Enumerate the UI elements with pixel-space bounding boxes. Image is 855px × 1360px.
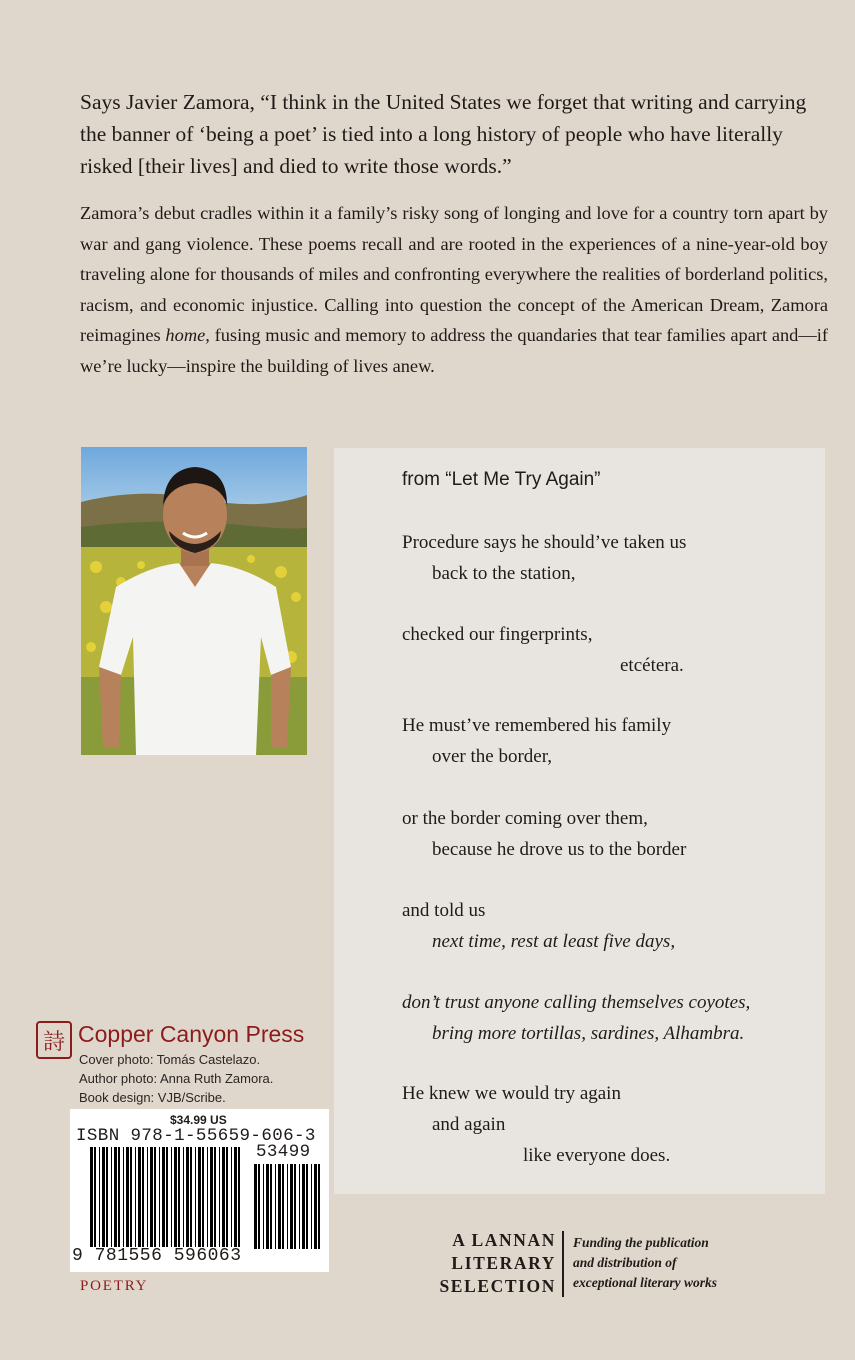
barcode-stripe [263, 1164, 264, 1249]
poem-line: He knew we would try again [402, 1083, 621, 1104]
barcode-stripe [138, 1147, 141, 1247]
barcode-stripe [234, 1147, 237, 1247]
barcode-stripe [195, 1147, 196, 1247]
barcode-stripe [186, 1147, 189, 1247]
category-label: POETRY [80, 1278, 149, 1294]
poem-line-italic: next time, rest at least five days, [432, 931, 676, 952]
barcode-stripe [207, 1147, 208, 1247]
barcode-stripe [171, 1147, 172, 1247]
barcode-supplement: 53499 [256, 1142, 311, 1162]
lannan-tag-line: and distribution of [573, 1255, 677, 1270]
barcode-stripe [106, 1147, 108, 1247]
barcode-stripe [118, 1147, 120, 1247]
barcode-stripe [314, 1164, 317, 1249]
barcode-stripe [114, 1147, 117, 1247]
description-text-2: fusing music and memory to address the quandaries that tear families apart and—if we’re lucky—inspire the building of lives anew. [80, 325, 828, 376]
poem-line: He must’ve remembered his family [402, 715, 672, 736]
barcode-stripe [231, 1147, 232, 1247]
barcode-stripe [294, 1164, 296, 1249]
poem-line: because he drove us to the border [432, 839, 687, 860]
barcode-stripe [219, 1147, 220, 1247]
poem-line: and told us [402, 900, 486, 921]
barcode-stripe [99, 1147, 100, 1247]
lannan-divider [562, 1231, 564, 1297]
barcode-stripe [266, 1164, 269, 1249]
author-quote: Says Javier Zamora, “I think in the United States we forget that writing and carrying the banner of ‘being a poet’ is tied into a long history of people who have literally risked [their lives] and died to write those words.” [80, 90, 807, 178]
barcode-stripe [210, 1147, 213, 1247]
poem-line: like everyone does. [523, 1145, 671, 1166]
barcode-stripe [126, 1147, 129, 1247]
credit-author-photo: Author photo: Anna Ruth Zamora. [79, 1071, 274, 1086]
barcode-stripe [238, 1147, 240, 1247]
barcode-stripe [282, 1164, 284, 1249]
barcode-stripe [174, 1147, 177, 1247]
isbn-text: ISBN 978-1-55659-606-3 [76, 1126, 316, 1146]
barcode-stripe [190, 1147, 192, 1247]
ean-digits: 9 781556 596063 [72, 1246, 242, 1266]
barcode-stripe [202, 1147, 204, 1247]
barcode-stripe [278, 1164, 281, 1249]
barcode-stripe [159, 1147, 160, 1247]
barcode-stripe [183, 1147, 184, 1247]
poem-title: from “Let Me Try Again” [402, 469, 601, 490]
barcode-stripe [290, 1164, 293, 1249]
barcode-stripe [166, 1147, 168, 1247]
credits [79, 1050, 273, 1107]
barcode-stripe [111, 1147, 112, 1247]
barcode-stripe [123, 1147, 124, 1247]
barcode-stripe [287, 1164, 288, 1249]
barcode-stripe [150, 1147, 153, 1247]
lannan-tagline [573, 1233, 717, 1293]
credit-book-design: Book design: VJB/Scribe. [79, 1090, 226, 1105]
lannan-tag-line: Funding the publication [573, 1235, 709, 1250]
barcode-stripe [162, 1147, 165, 1247]
poem-line: back to the station, [432, 563, 576, 584]
barcode-stripe [147, 1147, 148, 1247]
poem-line: and again [432, 1114, 506, 1135]
barcode-stripe [154, 1147, 156, 1247]
barcode-stripe [275, 1164, 276, 1249]
lannan-line: A LANNAN [452, 1230, 556, 1250]
book-description [80, 198, 828, 381]
barcode-stripe [311, 1164, 312, 1249]
barcode-stripe [142, 1147, 144, 1247]
poem-line-italic: don’t trust anyone calling themselves coyotes, [402, 992, 751, 1013]
barcode-stripe [214, 1147, 216, 1247]
barcode-stripe [130, 1147, 132, 1247]
barcode-stripe [299, 1164, 300, 1249]
lannan-tag-line: exceptional literary works [573, 1275, 717, 1290]
barcode-stripe [102, 1147, 105, 1247]
barcode-stripe [135, 1147, 136, 1247]
barcode-stripe [222, 1147, 225, 1247]
price: $34.99 US [170, 1113, 227, 1127]
publisher-name: Copper Canyon Press [78, 1021, 305, 1047]
poem-line: Procedure says he should’ve taken us [402, 532, 687, 553]
barcode-stripe [306, 1164, 308, 1249]
poem-line: over the border, [432, 746, 553, 767]
author-photo [81, 447, 307, 755]
poem-line: etcétera. [620, 655, 684, 676]
lannan-line: SELECTION [439, 1276, 556, 1296]
barcode-stripe [254, 1164, 257, 1249]
barcode-stripe [258, 1164, 260, 1249]
description-text-1: Zamora’s debut cradles within it a family’s risky song of longing and love for a country torn apart by war and gang violence. These poems recall and are rooted in the experiences of a nine-year-old boy traveling alone for thousands of miles and confronting everywhere the realities of borderland politics, racism, and economic injustice. Calling into question the concept of the American Dream, Zamora reimagines [80, 203, 828, 345]
barcode-stripe [318, 1164, 320, 1249]
barcode-stripe [178, 1147, 180, 1247]
poem-line-italic: bring more tortillas, sardines, Alhambra. [432, 1023, 745, 1044]
barcode-stripe [226, 1147, 228, 1247]
description-italic-home: home, [165, 325, 210, 345]
publisher-logo-glyph: 詩 [42, 1030, 65, 1055]
barcode-stripe [198, 1147, 201, 1247]
lannan-line: LITERARY [451, 1253, 556, 1273]
barcode-stripe [94, 1147, 96, 1247]
publisher-logo-icon [36, 1021, 72, 1059]
barcode-label [70, 1109, 329, 1272]
credit-cover-photo: Cover photo: Tomás Castelazo. [79, 1052, 261, 1067]
lannan-selection [422, 1229, 556, 1298]
poem-line: checked our fingerprints, [402, 624, 593, 645]
poem-line: or the border coming over them, [402, 808, 648, 829]
barcode-stripe [302, 1164, 305, 1249]
barcode-stripe [90, 1147, 93, 1247]
barcode-stripe [270, 1164, 272, 1249]
